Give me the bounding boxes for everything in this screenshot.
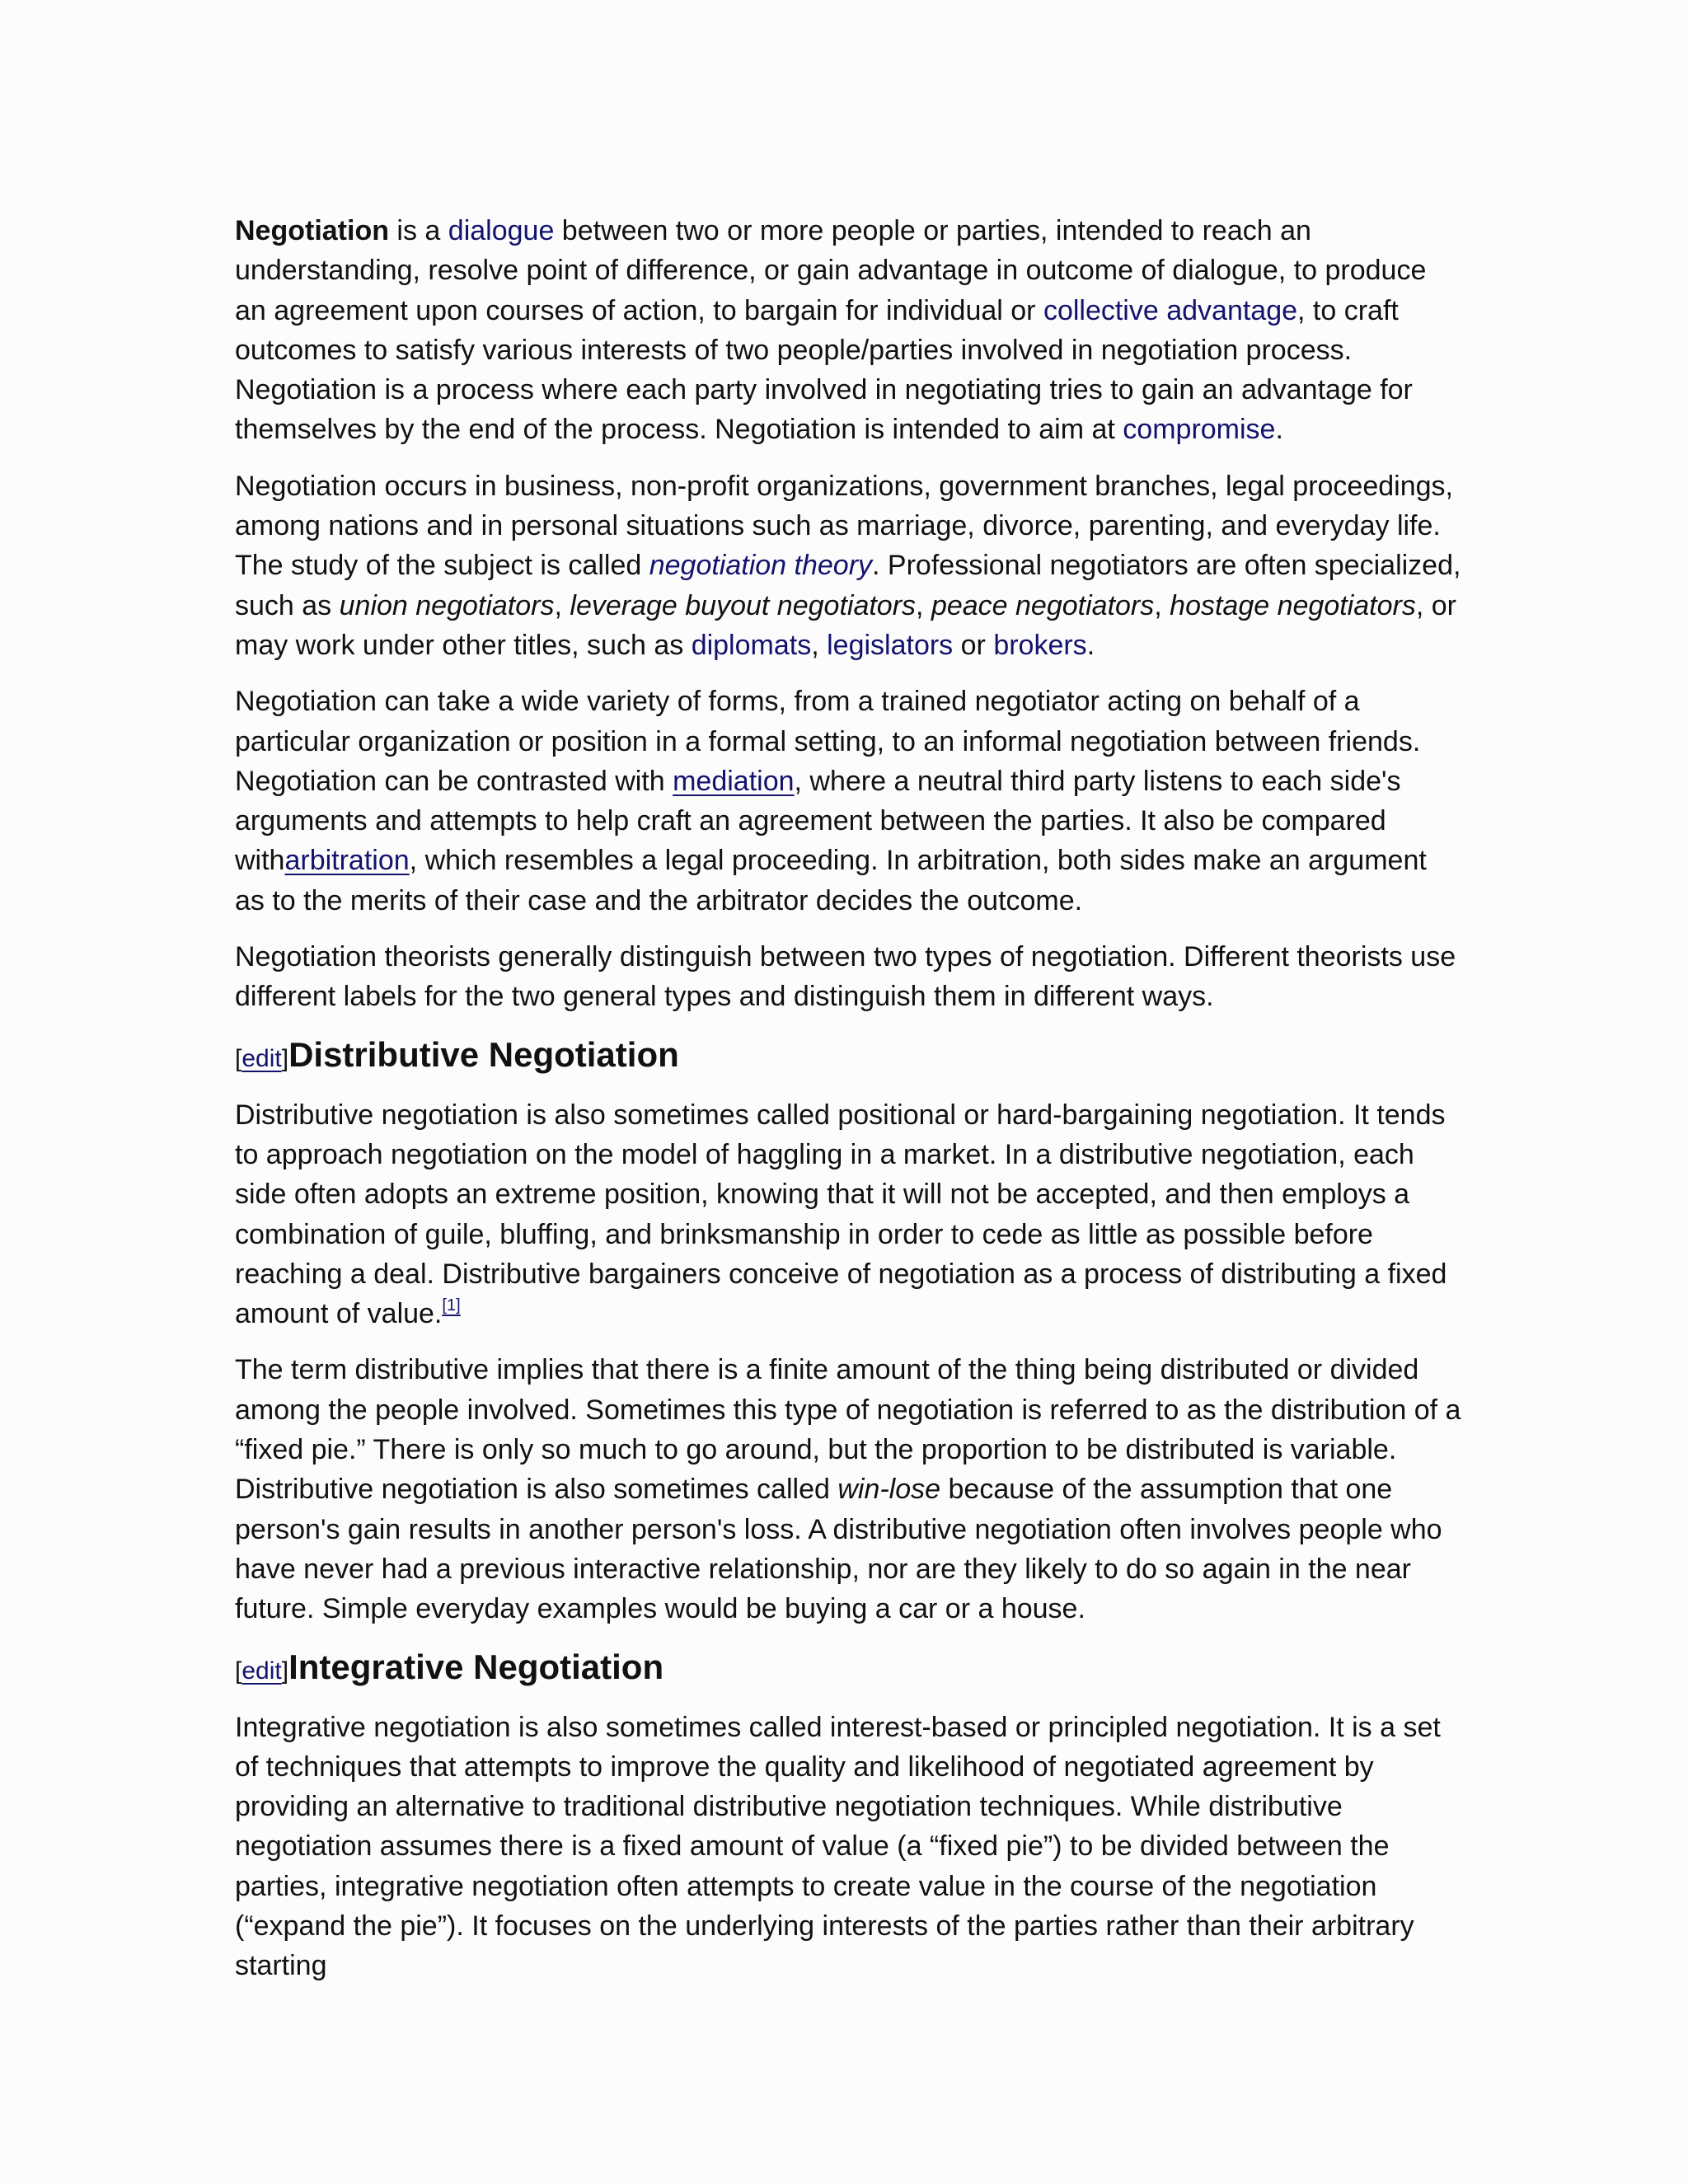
link-legislators[interactable]: legislators bbox=[827, 629, 954, 661]
text-run: , bbox=[916, 589, 931, 621]
bracket: [ bbox=[235, 1657, 242, 1685]
link-diplomats[interactable]: diplomats bbox=[691, 629, 812, 661]
link-mediation[interactable]: mediation bbox=[673, 765, 795, 797]
italic-term: union negotiators bbox=[339, 589, 555, 621]
bracket: ] bbox=[281, 1044, 289, 1072]
italic-term: hostage negotiators bbox=[1170, 589, 1416, 621]
text-run: . bbox=[1086, 629, 1095, 661]
occurrence-paragraph bbox=[235, 466, 1463, 665]
text-run: is a bbox=[388, 215, 448, 246]
forms-paragraph bbox=[235, 682, 1463, 921]
distributive-paragraph-2 bbox=[235, 1350, 1463, 1629]
text-run: , to craft outcomes to satisfy various interests of two people/parties involved in negotiation process. Negotiation is a process where each party involved in negotiating tries to gain an advantage for themselves by the end of the process. Negotiation is intended to aim at bbox=[235, 294, 1413, 446]
link-text: negotiation theory bbox=[649, 550, 873, 582]
text-run: or bbox=[953, 629, 994, 661]
link-collective-advantage[interactable]: collective advantage bbox=[1043, 294, 1298, 326]
text-run: , bbox=[1154, 589, 1170, 621]
link-arbitration[interactable]: arbitration bbox=[284, 845, 410, 877]
text-run: Negotiation can take a wide variety of forms, from a trained negotiator acting on behalf of a particular organization or position in a formal setting, to an informal negotiation between friends. Negotiation can be contrasted with bbox=[235, 686, 1421, 797]
text-run: , bbox=[554, 589, 570, 621]
text-run: The term distributive implies that there is a finite amount of the thing being distributed or divided among the people involved. Sometimes this type of negotiation is referred to as the distribution of a “fixed pie.” There is only so much to go around, but the proportion to be distributed is variable. Distributive negotiation is also sometimes called bbox=[235, 1354, 1461, 1506]
text-run: between two or more people or parties, intended to reach an understanding, resolve point of difference, or gain advantage in outcome of dialogue, to produce an agreement upon courses of action, to bargain for individual or bbox=[235, 215, 1427, 326]
edit-section-link bbox=[235, 1657, 288, 1685]
section-heading-distributive bbox=[235, 1033, 1463, 1080]
link-dialogue[interactable]: dialogue bbox=[448, 215, 555, 246]
section-title: Integrative Negotiation bbox=[288, 1647, 664, 1686]
theorists-paragraph: Negotiation theorists generally distinguish between two types of negotiation. Different theorists use different labels for the two general types and distinguish them in different ways. bbox=[235, 941, 1456, 1013]
distributive-paragraph-1 bbox=[235, 1095, 1463, 1334]
link-compromise[interactable]: compromise bbox=[1123, 414, 1276, 446]
edit-link[interactable]: edit bbox=[241, 1044, 282, 1072]
text-run: Distributive negotiation is also sometimes called positional or hard-bargaining negotiation. It tends to approach negotiation on the model of haggling in a market. In a distributive negotiation, each side often adopts an extreme position, knowing that it will not be accepted, and then employs a combination of guile, bluffing, and brinksmanship in order to cede as little as possible before reaching a deal. Distributive bargainers conceive of negotiation as a process of distributing a fixed amount of value. bbox=[235, 1099, 1447, 1330]
text-run: , which resembles a legal proceeding. In arbitration, both sides make an argument as to the merits of their case and the arbitrator decides the outcome. bbox=[235, 845, 1427, 916]
reference-link[interactable]: [1] bbox=[442, 1296, 461, 1315]
reference-marker bbox=[442, 1290, 460, 1316]
text-run: . bbox=[1275, 414, 1283, 446]
edit-section-link bbox=[235, 1045, 288, 1072]
text-run: , or may work under other titles, such as bbox=[235, 589, 1456, 661]
italic-term: peace negotiators bbox=[931, 589, 1155, 621]
bold-term: Negotiation bbox=[235, 215, 389, 246]
bracket: ] bbox=[281, 1657, 289, 1685]
italic-term: leverage buyout negotiators bbox=[570, 589, 917, 621]
intro-paragraph bbox=[235, 211, 1463, 450]
section-heading-integrative bbox=[235, 1646, 1463, 1692]
text-run: , where a neutral third party listens to each side's arguments and attempts to help craft an agreement between the parties. It also be compared with bbox=[235, 765, 1401, 877]
link-negotiation-theory[interactable] bbox=[649, 550, 872, 581]
text-run: because of the assumption that one person's gain results in another person's loss. A distributive negotiation often involves people who have never had a previous interactive relationship, nor are they likely to do so again in the near future. Simple everyday examples would be buying a car or a house. bbox=[235, 1474, 1442, 1625]
edit-link[interactable]: edit bbox=[241, 1657, 282, 1685]
integrative-paragraph-1: Integrative negotiation is also sometimes called interest-based or principled negotiation. It is a set of techniques that attempts to improve the quality and likelihood of negotiated agreement by providing an alternative to traditional distributive negotiation techniques. While distributive negotiation assumes there is a fixed amount of value (a “fixed pie”) to be divided between the parties, integrative negotiation often attempts to create value in the course of the negotiation (“expand the pie”). It focuses on the underlying interests of the parties rather than their arbitrary starting bbox=[235, 1711, 1441, 1982]
section-title: Distributive Negotiation bbox=[288, 1034, 679, 1074]
text-run: , bbox=[811, 629, 828, 661]
text-run: . Professional negotiators are often specialized, such as bbox=[235, 550, 1461, 621]
link-brokers[interactable]: brokers bbox=[993, 629, 1087, 661]
document-body bbox=[235, 211, 1463, 2003]
text-run: Negotiation occurs in business, non-profit organizations, government branches, legal proceedings, among nations and in personal situations such as marriage, divorce, parenting, and everyday life. The study of the subject is called bbox=[235, 470, 1453, 582]
bracket: [ bbox=[235, 1044, 242, 1072]
italic-term: win-lose bbox=[837, 1474, 941, 1506]
